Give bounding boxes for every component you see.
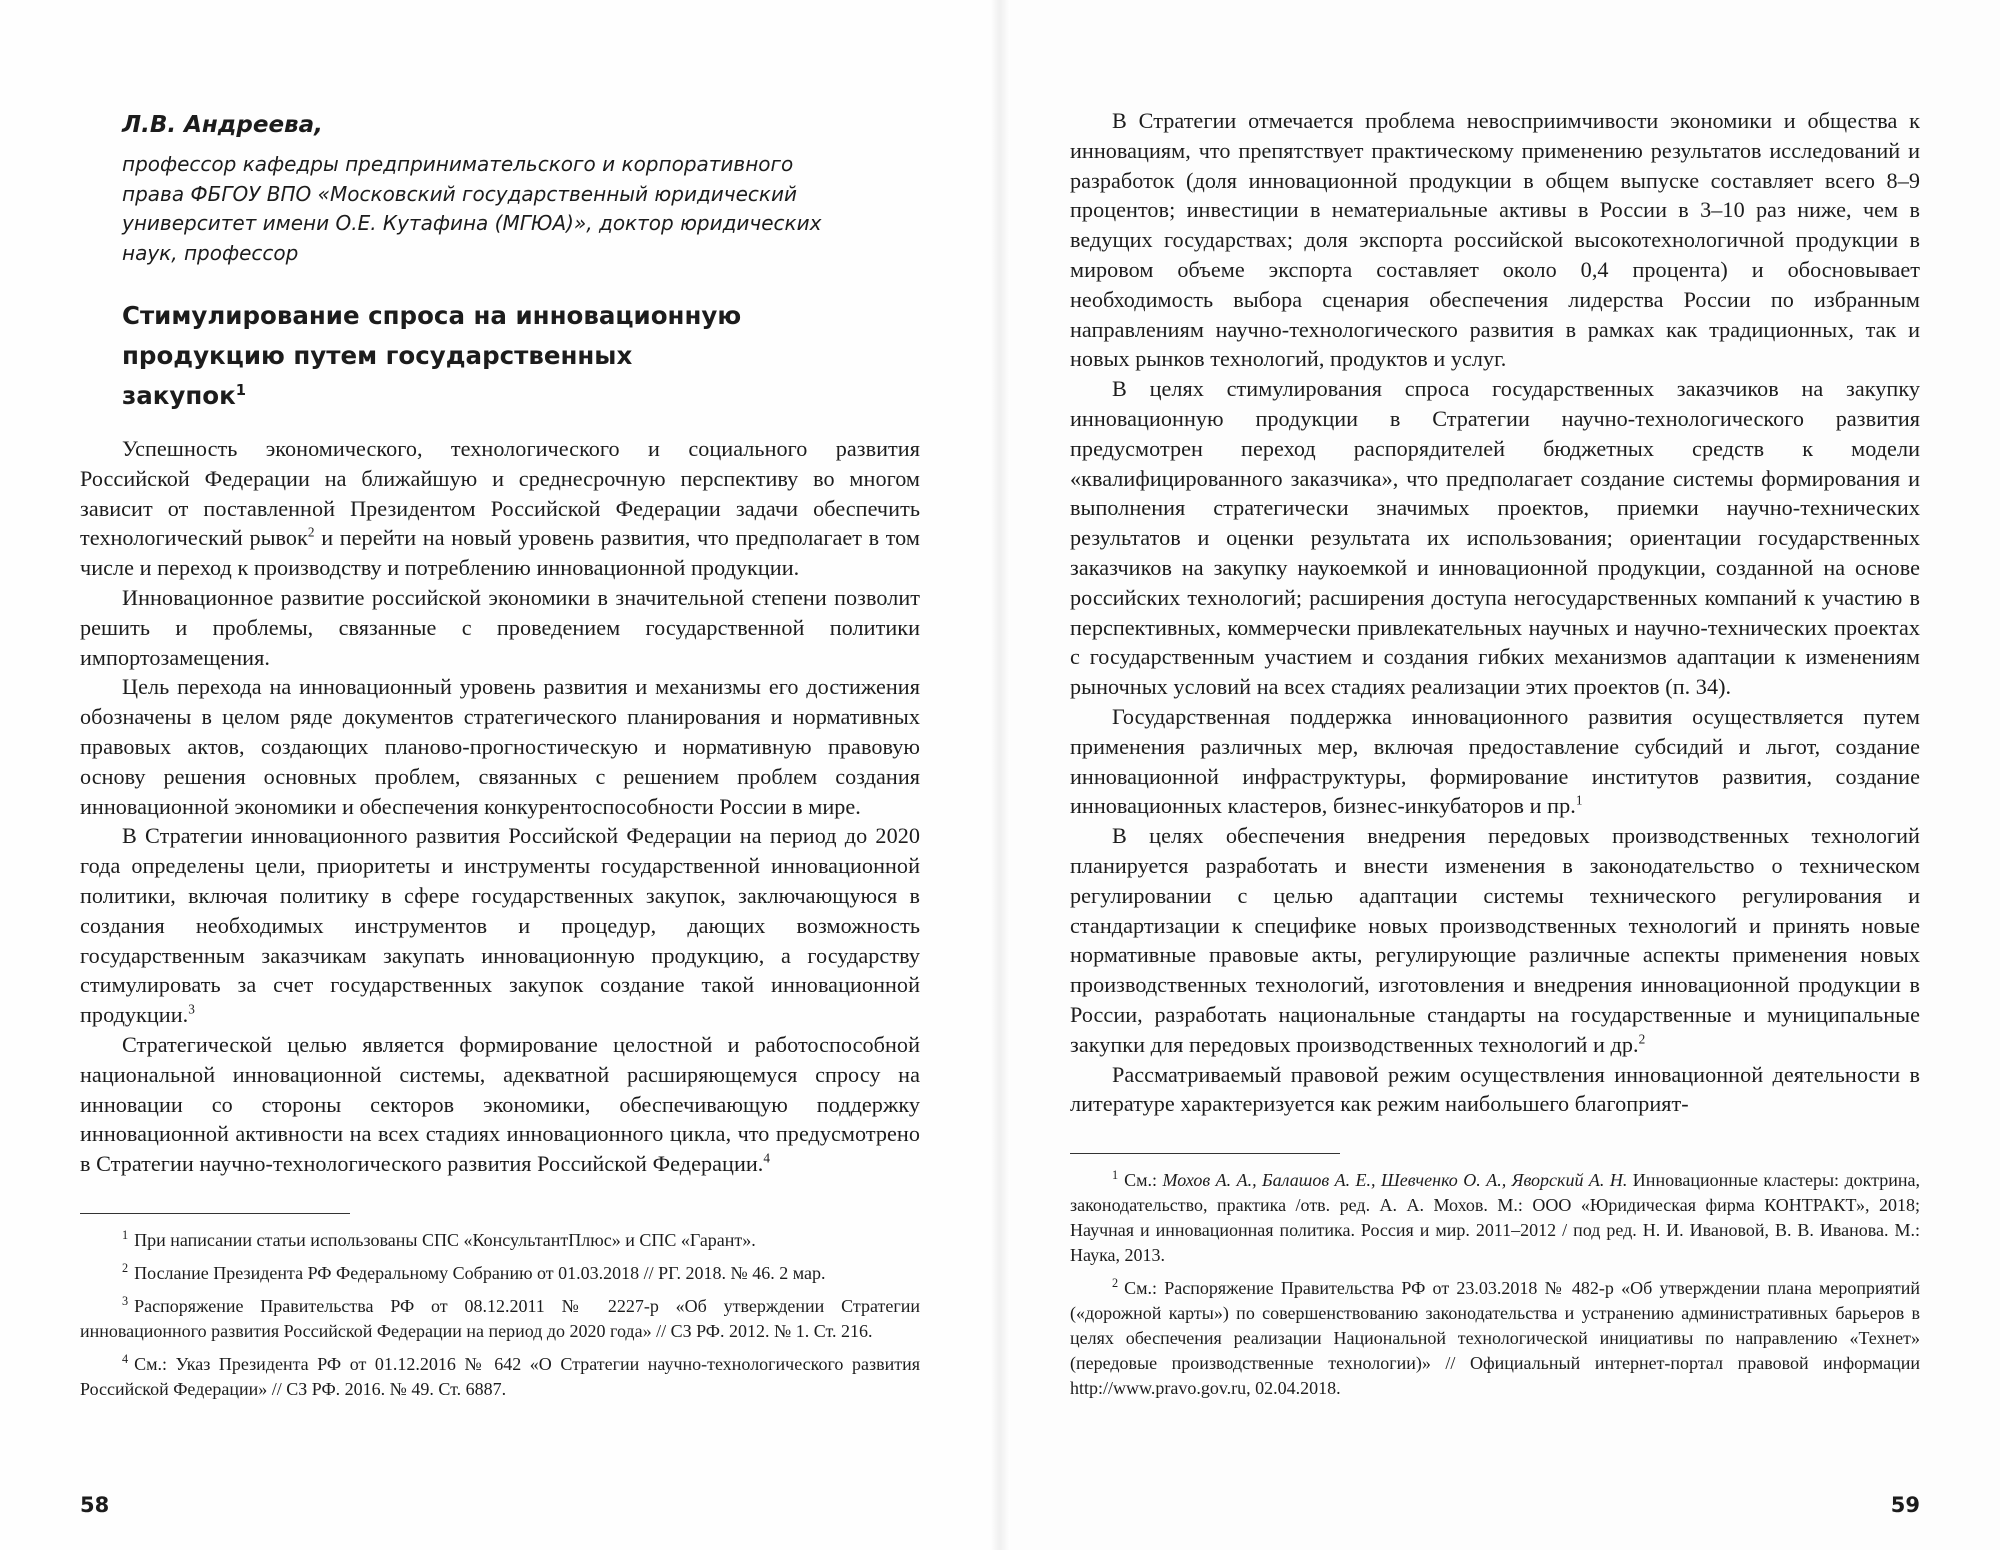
paragraph-text: В Стратегии инновационного развития Российской Федерации на период до 2020 года определены цели, приоритеты и инструменты государственной инновационной политики, включая политику в сфере государственных закупок, заключающуюся в создания необходимых инструментов и процедур, дающих возможность государственным заказчикам закупать инновационную продукцию, а государству стимулировать за счет государственных закупок создание такой инновационной продукции. bbox=[80, 823, 920, 1028]
paragraph bbox=[80, 434, 920, 583]
footnote bbox=[1070, 1168, 1920, 1268]
footnote-text: Распоряжение Правительства РФ от 08.12.2011 № 2227-р «Об утверждении Стратегии инновационного развития Российской Федерации на период до 2020 года» // СЗ РФ. 2012. № 1. Ст. 216. bbox=[80, 1295, 920, 1341]
article-title bbox=[122, 296, 762, 416]
paragraph bbox=[1070, 702, 1920, 821]
footnote-divider bbox=[1070, 1153, 1340, 1154]
footnote-lead: См.: bbox=[1124, 1170, 1163, 1191]
paragraph-text-tail: и перейти на новый уровень развития, что предполагает в том числе и переход к производству и потреблению инновационной продукции. bbox=[80, 525, 920, 581]
right-footnotes bbox=[1070, 1168, 1920, 1401]
paragraph-text: Инновационное развитие российской экономики в значительной степени позволит решить и проблемы, связанные с проведением государственной политики импортозамещения. bbox=[80, 584, 920, 670]
left-column bbox=[80, 112, 920, 1410]
paragraph-text: Цель перехода на инновационный уровень развития и механизмы его достижения обозначены в целом ряде документов стратегического планирования и нормативных правовых актов, создающих планово-прогностическую и нормативную правовую основу решения основных проблем, связанных с решением проблем создания инновационной экономики и обеспечения конкурентоспособности России в мире. bbox=[80, 674, 920, 819]
footnote bbox=[80, 1352, 920, 1402]
footnote-ref: 2 bbox=[1638, 1031, 1646, 1047]
footnote-mark: 2 bbox=[1112, 1276, 1119, 1291]
paragraph bbox=[80, 1030, 920, 1179]
paragraph bbox=[1070, 821, 1920, 1059]
footnote-ref: 3 bbox=[188, 1001, 195, 1017]
footnote-ref: 4 bbox=[763, 1150, 771, 1166]
paragraph-text: В целях обеспечения внедрения передовых производственных технологий планируется разработать и внести изменения в законодательство о техническом регулировании с целью адаптации системы технического регулирования и стандартизации к специфике новых производственных технологий и принять новые нормативные правовые акты, регулирующие различные аспекты применения новых производственных технологий, изготовления и внедрения инновационной продукции в России, разработать национальные стандарты на государственные и муниципальные закупки для передовых производственных технологий и др. bbox=[1070, 823, 1920, 1057]
author-affiliation: профессор кафедры предпринимательского и корпоративного права ФБГОУ ВПО «Московский государственный юридический университет имени О.Е. Кутафина (МГЮА)», доктор юридических наук, профессор bbox=[122, 152, 822, 265]
book-spine-gutter bbox=[990, 0, 1010, 1550]
paragraph-text: В целях стимулирования спроса государственных заказчиков на закупку инновационную продукции в Стратегии научно-технологического развития предусмотрен переход распорядителей бюджетных средств к модели «квалифицированного заказчика», что предполагает создание системы формирования и выполнения стратегически значимых проектов, приемки научно-технических результатов и оценки результата их использования; ориентации государственных заказчиков на закупку наукоемкой и инновационной продукции, созданной на основе российских технологий; расширения доступа негосударственных компаний к участию в перспективных, коммерчески привлекательных научных и научно-технических проектах с государственным участием и создания гибких механизмов адаптации к изменениям рыночных условий на всех стадиях реализации этих проектов (п. 34). bbox=[1070, 376, 1920, 700]
footnote-mark: 4 bbox=[122, 1351, 129, 1366]
paragraph-text: Рассматриваемый правовой режим осуществления инновационной деятельности в литературе характеризуется как режим наибольшего благоприят- bbox=[1070, 1061, 1920, 1117]
footnote-divider bbox=[80, 1213, 350, 1214]
paragraph-text: Государственная поддержка инновационного развития осуществляется путем применения различных мер, включая предоставление субсидий и льгот, создание инновационной инфраструктуры, формирование институтов развития, создание инновационных кластеров, бизнес-инкубаторов и пр. bbox=[1070, 703, 1920, 819]
paragraph-text: Успешность экономического, технологического и социального развития Российской Федерации на ближайшую и среднесрочную перспективу во многом зависит от поставленной Президентом Российской Федерации задачи обеспечить технологический рывок bbox=[80, 436, 920, 551]
paragraph-text: Стратегической целью является формирование целостной и работоспособной национальной инновационной системы, адекватной расширяющемуся спросу на инновации со стороны секторов экономики, обеспечивающую поддержку инновационной активности на всех стадиях инновационного цикла, что предусмотрено в Стратегии научно-технологического развития Российской Федерации. bbox=[80, 1031, 920, 1177]
paragraph bbox=[1070, 1060, 1920, 1120]
footnote-text: Инновационные кластеры: доктрина, законодательство, практика /отв. ред. А. А. Мохов. М.: ООО «Юридическая фирма КОНТРАКТ», 2018; Научная и инновационная политика. Россия и мир. 2011–2012 / под ред. Н. И. Ивановой, В. В. Иванова. М.: Наука, 2013. bbox=[1070, 1170, 1921, 1266]
article-title-text: Стимулирование спроса на инновационную продукцию путем государственных закупок bbox=[122, 301, 742, 410]
footnote bbox=[1070, 1276, 1920, 1401]
footnote-mark: 1 bbox=[122, 1227, 129, 1242]
footnote-mark: 3 bbox=[122, 1293, 129, 1308]
footnote-text: Распоряжение Правительства РФ от 23.03.2018 № 482-р «Об утверждении плана мероприятий («дорожной карты») по совершенствованию законодательства и устранению административных барьеров в целях обеспечения реализации Национальной технологической инициативы по направлению «Технет» (передовые производственные технологии)» // Официальный интернет-портал правовой информации http://www.pravo.gov.ru, 02.04.2018. bbox=[1070, 1278, 1920, 1399]
footnote-lead: См.: bbox=[1124, 1278, 1165, 1299]
left-footnotes bbox=[80, 1228, 920, 1402]
footnote-text: См.: Указ Президента РФ от 01.12.2016 № 642 «О Стратегии научно-технологического развития Российской Федерации» // СЗ РФ. 2016. № 49. Ст. 6887. bbox=[80, 1353, 920, 1399]
footnote-text: Послание Президента РФ Федеральному Собранию от 01.03.2018 // РГ. 2018. № 46. 2 мар. bbox=[134, 1262, 826, 1283]
left-body-text bbox=[80, 434, 920, 1179]
paragraph bbox=[80, 821, 920, 1030]
footnote bbox=[80, 1294, 920, 1344]
paragraph bbox=[80, 583, 920, 672]
footnote-ref: 2 bbox=[307, 525, 315, 540]
right-body-text bbox=[1070, 106, 1920, 1119]
paragraph-text: В Стратегии отмечается проблема невосприимчивости экономики и общества к инновациям, что препятствует практическому применению результатов исследований и разработок (доля инновационной продукции в общем выпуске составляет всего 8–9 процентов; инвестиции в нематериальные активы в России в 3–10 раз ниже, чем в ведущих государствах; доля экспорта российской высокотехнологичной продукции в мировом объеме экспорта составляет около 0,4 процента) и обосновывает необходимость выбора сценария обеспечения лидерства России по избранным направлениям научно-технологического развития в рамках как традиционных, так и новых рынков технологий, продуктов и услуг. bbox=[1070, 108, 1920, 372]
right-column bbox=[1070, 106, 1920, 1409]
paragraph bbox=[1070, 374, 1920, 702]
page-number-right: 59 bbox=[1890, 1493, 1920, 1517]
title-note-ref: 1 bbox=[235, 381, 246, 399]
page-number-left: 58 bbox=[80, 1493, 110, 1517]
footnote-mark: 2 bbox=[122, 1260, 129, 1275]
footnote bbox=[80, 1261, 920, 1286]
paragraph bbox=[80, 672, 920, 821]
footnote bbox=[80, 1228, 920, 1253]
paragraph bbox=[1070, 106, 1920, 374]
footnote-text: При написании статьи использованы СПС «КонсультантПлюс» и СПС «Гарант». bbox=[134, 1229, 756, 1250]
footnote-authors: Мохов А. А., Балашов А. Е., Шевченко О. А., Яворский А. Н. bbox=[1162, 1170, 1628, 1191]
author-name: Л.В. Андреева, bbox=[122, 112, 323, 138]
footnote-mark: 1 bbox=[1112, 1168, 1119, 1183]
right-page bbox=[1000, 0, 2000, 1550]
footnote-ref: 1 bbox=[1575, 792, 1583, 808]
